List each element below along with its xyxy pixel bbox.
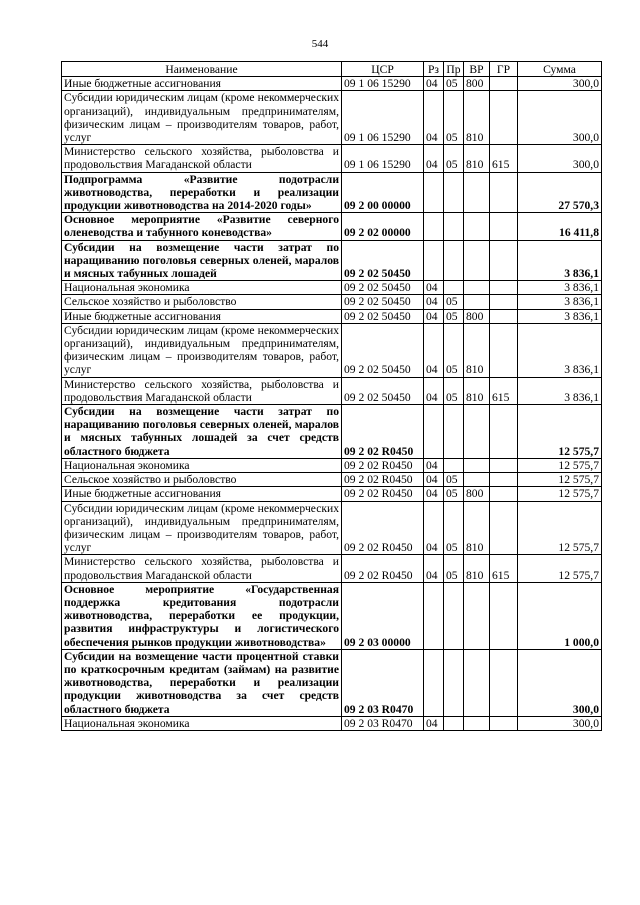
cell-csr: 09 2 02 R0450 xyxy=(342,555,424,582)
cell-pr xyxy=(444,240,464,281)
header-gr: ГР xyxy=(490,62,518,77)
table-row xyxy=(62,145,602,172)
cell-vr xyxy=(464,473,490,487)
cell-name: Субсидии юридическим лицам (кроме некоммерческих организаций), индивидуальным предпринимателям, физическим лицам – производителям товаров, работ, услуг xyxy=(62,323,342,377)
cell-vr: 810 xyxy=(464,91,490,145)
cell-vr: 810 xyxy=(464,377,490,404)
cell-rz: 04 xyxy=(424,309,444,323)
cell-csr: 09 2 02 R0450 xyxy=(342,405,424,459)
cell-csr: 09 2 02 50450 xyxy=(342,377,424,404)
cell-pr: 05 xyxy=(444,77,464,91)
cell-vr xyxy=(464,649,490,716)
cell-sum: 12 575,7 xyxy=(518,501,602,555)
cell-rz: 04 xyxy=(424,91,444,145)
cell-rz: 04 xyxy=(424,501,444,555)
header-vr: ВР xyxy=(464,62,490,77)
header-pr: Пр xyxy=(444,62,464,77)
cell-pr xyxy=(444,458,464,472)
cell-name: Подпрограмма «Развитие подотрасли животноводства, переработки и реализации продукции животноводства на 2014-2020 годы» xyxy=(62,172,342,213)
cell-vr xyxy=(464,405,490,459)
cell-name: Субсидии юридическим лицам (кроме некоммерческих организаций), индивидуальным предпринимателям, физическим лицам – производителям товаров, работ, услуг xyxy=(62,501,342,555)
table-row xyxy=(62,487,602,501)
cell-sum: 12 575,7 xyxy=(518,458,602,472)
cell-gr xyxy=(490,405,518,459)
cell-csr: 09 2 02 R0450 xyxy=(342,458,424,472)
cell-gr: 615 xyxy=(490,555,518,582)
cell-name: Национальная экономика xyxy=(62,281,342,295)
cell-csr: 09 2 02 R0450 xyxy=(342,473,424,487)
header-sum: Сумма xyxy=(518,62,602,77)
table-header-row xyxy=(62,62,602,77)
cell-vr xyxy=(464,240,490,281)
cell-csr: 09 2 02 R0450 xyxy=(342,487,424,501)
cell-name: Субсидии на возмещение части процентной ставки по краткосрочным кредитам (займам) на развитие животноводства, переработки и реализации продукции животноводства за счет средств областного бюджета xyxy=(62,649,342,716)
cell-pr: 05 xyxy=(444,487,464,501)
table-row xyxy=(62,377,602,404)
cell-vr: 810 xyxy=(464,323,490,377)
header-name: Наименование xyxy=(62,62,342,77)
cell-csr: 09 2 03 00000 xyxy=(342,582,424,649)
cell-gr xyxy=(490,240,518,281)
cell-pr xyxy=(444,582,464,649)
cell-pr xyxy=(444,213,464,240)
cell-gr xyxy=(490,582,518,649)
table-row xyxy=(62,213,602,240)
cell-csr: 09 2 00 00000 xyxy=(342,172,424,213)
cell-gr xyxy=(490,501,518,555)
cell-sum: 3 836,1 xyxy=(518,377,602,404)
cell-gr xyxy=(490,213,518,240)
cell-rz: 04 xyxy=(424,377,444,404)
cell-rz xyxy=(424,213,444,240)
cell-gr: 615 xyxy=(490,377,518,404)
cell-name: Иные бюджетные ассигнования xyxy=(62,77,342,91)
cell-gr xyxy=(490,649,518,716)
budget-table xyxy=(61,61,602,731)
table-row xyxy=(62,172,602,213)
cell-gr xyxy=(490,716,518,730)
table-row xyxy=(62,240,602,281)
cell-vr xyxy=(464,716,490,730)
table-row xyxy=(62,405,602,459)
cell-sum: 300,0 xyxy=(518,649,602,716)
cell-pr: 05 xyxy=(444,295,464,309)
cell-pr: 05 xyxy=(444,309,464,323)
cell-rz: 04 xyxy=(424,145,444,172)
cell-vr: 800 xyxy=(464,309,490,323)
table-row xyxy=(62,649,602,716)
cell-sum: 12 575,7 xyxy=(518,405,602,459)
cell-csr: 09 2 03 R0470 xyxy=(342,716,424,730)
cell-pr: 05 xyxy=(444,145,464,172)
cell-pr: 05 xyxy=(444,91,464,145)
cell-csr: 09 1 06 15290 xyxy=(342,145,424,172)
cell-name: Основное мероприятие «Развитие северного оленеводства и табунного коневодства» xyxy=(62,213,342,240)
cell-csr: 09 2 02 50450 xyxy=(342,281,424,295)
cell-csr: 09 1 06 15290 xyxy=(342,77,424,91)
cell-sum: 3 836,1 xyxy=(518,281,602,295)
cell-pr xyxy=(444,405,464,459)
cell-rz xyxy=(424,240,444,281)
cell-name: Министерство сельского хозяйства, рыболовства и продовольствия Магаданской области xyxy=(62,145,342,172)
cell-name: Министерство сельского хозяйства, рыболовства и продовольствия Магаданской области xyxy=(62,555,342,582)
cell-sum: 12 575,7 xyxy=(518,555,602,582)
cell-rz: 04 xyxy=(424,295,444,309)
cell-sum: 3 836,1 xyxy=(518,323,602,377)
cell-csr: 09 2 02 50450 xyxy=(342,309,424,323)
table-row xyxy=(62,309,602,323)
cell-csr: 09 2 02 00000 xyxy=(342,213,424,240)
cell-rz: 04 xyxy=(424,77,444,91)
cell-vr: 800 xyxy=(464,77,490,91)
table-row xyxy=(62,501,602,555)
header-csr: ЦСР xyxy=(342,62,424,77)
header-rz: Рз xyxy=(424,62,444,77)
cell-rz xyxy=(424,582,444,649)
cell-gr xyxy=(490,281,518,295)
cell-name: Субсидии юридическим лицам (кроме некоммерческих организаций), индивидуальным предпринимателям, физическим лицам – производителям товаров, работ, услуг xyxy=(62,91,342,145)
cell-csr: 09 1 06 15290 xyxy=(342,91,424,145)
cell-csr: 09 2 03 R0470 xyxy=(342,649,424,716)
cell-vr xyxy=(464,458,490,472)
cell-sum: 3 836,1 xyxy=(518,240,602,281)
cell-vr xyxy=(464,172,490,213)
cell-sum: 12 575,7 xyxy=(518,487,602,501)
cell-sum: 12 575,7 xyxy=(518,473,602,487)
cell-vr: 800 xyxy=(464,487,490,501)
cell-pr: 05 xyxy=(444,323,464,377)
cell-pr: 05 xyxy=(444,555,464,582)
cell-rz xyxy=(424,649,444,716)
page-number: 544 xyxy=(311,38,329,50)
table-body xyxy=(62,77,602,731)
cell-gr xyxy=(490,323,518,377)
cell-gr xyxy=(490,295,518,309)
table-row xyxy=(62,473,602,487)
cell-name: Сельское хозяйство и рыболовство xyxy=(62,473,342,487)
cell-vr xyxy=(464,281,490,295)
cell-name: Субсидии на возмещение части затрат по наращиванию поголовья северных оленей, маралов и мясных табунных лошадей за счет средств областного бюджета xyxy=(62,405,342,459)
cell-name: Национальная экономика xyxy=(62,458,342,472)
cell-name: Министерство сельского хозяйства, рыболовства и продовольствия Магаданской области xyxy=(62,377,342,404)
cell-gr: 615 xyxy=(490,145,518,172)
cell-rz: 04 xyxy=(424,487,444,501)
table-row xyxy=(62,458,602,472)
cell-name: Сельское хозяйство и рыболовство xyxy=(62,295,342,309)
cell-pr xyxy=(444,716,464,730)
cell-pr: 05 xyxy=(444,377,464,404)
cell-rz: 04 xyxy=(424,716,444,730)
cell-vr xyxy=(464,582,490,649)
cell-gr xyxy=(490,309,518,323)
cell-csr: 09 2 02 R0450 xyxy=(342,501,424,555)
cell-pr xyxy=(444,649,464,716)
cell-csr: 09 2 02 50450 xyxy=(342,295,424,309)
cell-pr: 05 xyxy=(444,473,464,487)
cell-gr xyxy=(490,458,518,472)
cell-gr xyxy=(490,172,518,213)
cell-sum: 27 570,3 xyxy=(518,172,602,213)
cell-rz: 04 xyxy=(424,323,444,377)
cell-name: Иные бюджетные ассигнования xyxy=(62,309,342,323)
table-row xyxy=(62,555,602,582)
cell-rz: 04 xyxy=(424,458,444,472)
cell-sum: 3 836,1 xyxy=(518,309,602,323)
cell-csr: 09 2 02 50450 xyxy=(342,240,424,281)
cell-gr xyxy=(490,487,518,501)
cell-name: Субсидии на возмещение части затрат по наращиванию поголовья северных оленей, маралов и мясных табунных лошадей xyxy=(62,240,342,281)
cell-gr xyxy=(490,77,518,91)
cell-vr: 810 xyxy=(464,145,490,172)
table-row xyxy=(62,582,602,649)
cell-rz: 04 xyxy=(424,473,444,487)
table-row xyxy=(62,716,602,730)
table-row xyxy=(62,295,602,309)
cell-sum: 300,0 xyxy=(518,145,602,172)
cell-csr: 09 2 02 50450 xyxy=(342,323,424,377)
cell-rz xyxy=(424,172,444,213)
cell-sum: 300,0 xyxy=(518,716,602,730)
cell-name: Национальная экономика xyxy=(62,716,342,730)
cell-vr: 810 xyxy=(464,501,490,555)
cell-sum: 1 000,0 xyxy=(518,582,602,649)
cell-rz: 04 xyxy=(424,281,444,295)
cell-pr xyxy=(444,172,464,213)
cell-vr xyxy=(464,213,490,240)
cell-sum: 3 836,1 xyxy=(518,295,602,309)
cell-vr xyxy=(464,295,490,309)
cell-gr xyxy=(490,473,518,487)
table-row xyxy=(62,281,602,295)
cell-sum: 300,0 xyxy=(518,77,602,91)
table-row xyxy=(62,91,602,145)
cell-sum: 16 411,8 xyxy=(518,213,602,240)
cell-rz: 04 xyxy=(424,555,444,582)
cell-name: Иные бюджетные ассигнования xyxy=(62,487,342,501)
cell-rz xyxy=(424,405,444,459)
table-row xyxy=(62,323,602,377)
cell-sum: 300,0 xyxy=(518,91,602,145)
cell-pr: 05 xyxy=(444,501,464,555)
cell-gr xyxy=(490,91,518,145)
cell-name: Основное мероприятие «Государственная поддержка кредитования подотрасли животноводства, переработки ее продукции, развития инфраструктуры и логистического обеспечения рынков продукции животноводства» xyxy=(62,582,342,649)
cell-pr xyxy=(444,281,464,295)
table-row xyxy=(62,77,602,91)
cell-vr: 810 xyxy=(464,555,490,582)
